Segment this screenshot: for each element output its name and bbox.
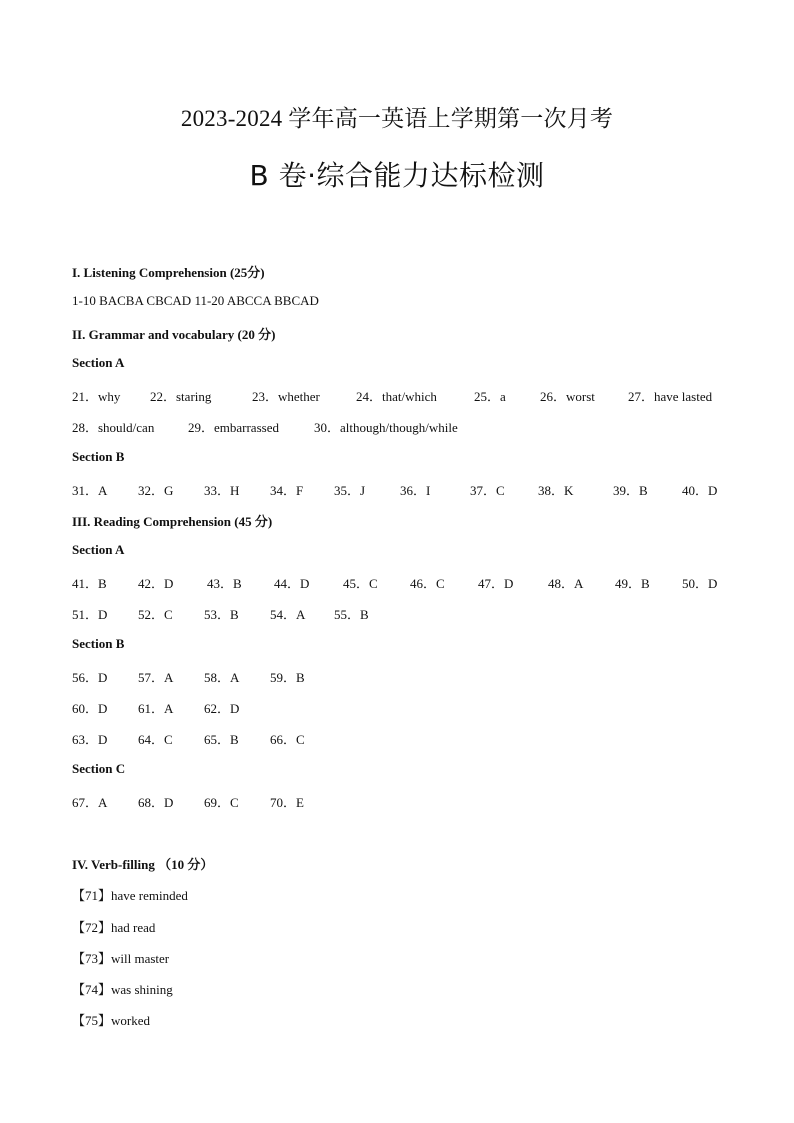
verb-filling-item: 【74】was shining: [72, 982, 173, 997]
answer-item: 49．B: [615, 576, 650, 591]
answer-item: 68．D: [138, 795, 174, 810]
answer-item: 32．G: [138, 483, 174, 498]
answer-item: 38．K: [538, 483, 574, 498]
answer-item: 27．have lasted: [628, 389, 713, 404]
answer-item: 26．worst: [540, 389, 595, 404]
answer-item: 66．C: [270, 732, 305, 747]
answer-item: 44．D: [274, 576, 310, 591]
answer-item: 46．C: [410, 576, 445, 591]
answer-item: 41．B: [72, 576, 107, 591]
answer-item: 24．that/which: [356, 389, 437, 404]
reading-section-b-row-3: [72, 729, 722, 747]
answer-item: 64．C: [138, 732, 173, 747]
reading-section-a-row-2: [72, 604, 722, 622]
answer-item: 36．I: [400, 483, 431, 498]
verb-filling-item: 【73】will master: [72, 951, 170, 966]
answer-item: 59．B: [270, 670, 305, 685]
answer-item: 57．A: [138, 670, 174, 685]
verb-filling-heading: IV. Verb-filling （10 分）: [72, 857, 214, 872]
reading-section-b-row-2: [72, 698, 722, 716]
answer-item: 30．although/though/while: [314, 420, 458, 435]
listening-heading: I. Listening Comprehension (25分): [72, 265, 265, 280]
answer-item: 65．B: [204, 732, 239, 747]
answer-item: 28．should/can: [72, 420, 155, 435]
grammar-section-b-row-1: [72, 480, 722, 498]
answer-item: 56．D: [72, 670, 108, 685]
answer-item: 52．C: [138, 607, 173, 622]
verb-filling-item: 【71】have reminded: [72, 888, 188, 903]
answer-item: 69．C: [204, 795, 239, 810]
answer-item: 61．A: [138, 701, 174, 716]
reading-section-b-row-1: [72, 667, 722, 685]
answer-item: 40．D: [682, 483, 718, 498]
exam-title: 2023-2024 学年高一英语上学期第一次月考: [180, 106, 614, 131]
answer-item: 50．D: [682, 576, 718, 591]
listening-answers: 1-10 BACBA CBCAD 11-20 ABCCA BBCAD: [72, 293, 319, 308]
grammar-section-a-row-1: [72, 386, 722, 404]
answer-item: 60．D: [72, 701, 108, 716]
grammar-section-b-label: Section B: [72, 449, 125, 464]
grammar-heading: II. Grammar and vocabulary (20 分): [72, 327, 276, 342]
answer-item: 33．H: [204, 483, 240, 498]
answer-item: 47．D: [478, 576, 514, 591]
answer-item: 53．B: [204, 607, 239, 622]
answer-item: 34．F: [270, 483, 304, 498]
grammar-section-a-row-2: [72, 417, 722, 435]
grammar-section-a-label: Section A: [72, 355, 125, 370]
answer-item: 62．D: [204, 701, 240, 716]
answer-item: 21．why: [72, 389, 121, 404]
reading-section-c-label: Section C: [72, 761, 126, 776]
verb-filling-item: 【75】worked: [72, 1013, 150, 1028]
reading-section-b-label: Section B: [72, 636, 125, 651]
answer-item: 58．A: [204, 670, 240, 685]
answer-item: 43．B: [207, 576, 242, 591]
exam-subtitle: B 卷·综合能力达标检测: [249, 159, 545, 192]
answer-item: 29．embarrassed: [188, 420, 279, 435]
answer-item: 45．C: [343, 576, 378, 591]
answer-item: 63．D: [72, 732, 108, 747]
answer-item: 54．A: [270, 607, 306, 622]
reading-section-a-label: Section A: [72, 542, 125, 557]
answer-item: 39．B: [613, 483, 648, 498]
reading-heading: III. Reading Comprehension (45 分): [72, 514, 273, 529]
answer-item: 25．a: [474, 389, 506, 404]
answer-item: 35．J: [334, 483, 366, 498]
reading-section-c-row-1: [72, 792, 722, 810]
answer-item: 55．B: [334, 607, 369, 622]
answer-item: 51．D: [72, 607, 108, 622]
answer-item: 31．A: [72, 483, 108, 498]
verb-filling-item: 【72】had read: [72, 920, 156, 935]
answer-item: 48．A: [548, 576, 584, 591]
answer-item: 67．A: [72, 795, 108, 810]
answer-item: 22．staring: [150, 389, 212, 404]
answer-item: 37．C: [470, 483, 505, 498]
answer-item: 42．D: [138, 576, 174, 591]
reading-section-a-row-1: [72, 573, 722, 591]
answer-item: 23．whether: [252, 389, 320, 404]
answer-item: 70．E: [270, 795, 304, 810]
